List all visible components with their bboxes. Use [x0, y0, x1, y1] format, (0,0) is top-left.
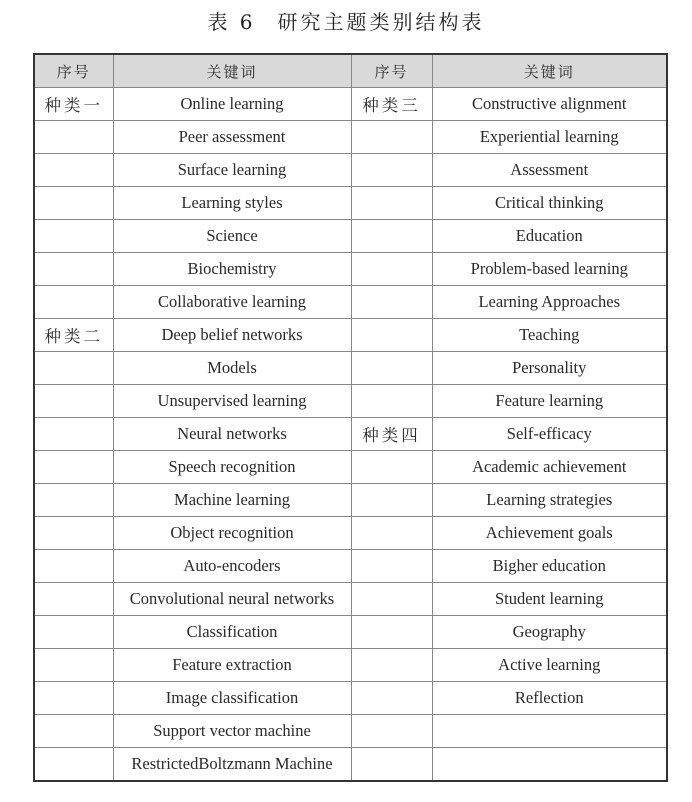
- category-cell: [351, 121, 432, 154]
- table-row: [34, 550, 667, 583]
- keyword-cell: Neural networks: [113, 418, 351, 451]
- keyword-cell: Student learning: [432, 583, 667, 616]
- table-row: [34, 484, 667, 517]
- category-cell: [351, 385, 432, 418]
- table-row: [34, 121, 667, 154]
- category-cell: [34, 352, 113, 385]
- category-cell: [34, 121, 113, 154]
- category-cell: [34, 649, 113, 682]
- keyword-cell: Geography: [432, 616, 667, 649]
- category-cell: [34, 451, 113, 484]
- keyword-cell: Support vector machine: [113, 715, 351, 748]
- table-row: [34, 385, 667, 418]
- category-cell: [351, 550, 432, 583]
- keyword-cell: Learning styles: [113, 187, 351, 220]
- table-row: [34, 352, 667, 385]
- keyword-category-table: [33, 53, 668, 782]
- category-cell: [34, 616, 113, 649]
- table-row: [34, 88, 667, 121]
- keyword-cell: Critical thinking: [432, 187, 667, 220]
- keyword-cell: RestrictedBoltzmann Machine: [113, 748, 351, 782]
- table-body: [34, 88, 667, 782]
- category-cell: [34, 253, 113, 286]
- header-keyword-1: 关键词: [113, 54, 351, 88]
- header-keyword-2: 关键词: [432, 54, 667, 88]
- table-row: [34, 748, 667, 782]
- category-cell: [34, 484, 113, 517]
- category-cell: [351, 220, 432, 253]
- keyword-cell: Image classification: [113, 682, 351, 715]
- category-cell: [34, 286, 113, 319]
- keyword-cell: Bigher education: [432, 550, 667, 583]
- keyword-cell: Problem-based learning: [432, 253, 667, 286]
- table-row: [34, 154, 667, 187]
- keyword-cell: Achievement goals: [432, 517, 667, 550]
- keyword-cell: Auto-encoders: [113, 550, 351, 583]
- category-cell: [34, 682, 113, 715]
- keyword-cell: Deep belief networks: [113, 319, 351, 352]
- keyword-cell: Collaborative learning: [113, 286, 351, 319]
- category-cell: [351, 451, 432, 484]
- table-row: [34, 418, 667, 451]
- keyword-cell: Active learning: [432, 649, 667, 682]
- keyword-cell: [432, 748, 667, 782]
- category-cell: [351, 715, 432, 748]
- keyword-cell: Speech recognition: [113, 451, 351, 484]
- header-seq-2: 序号: [351, 54, 432, 88]
- category-cell: [351, 517, 432, 550]
- category-cell: [351, 682, 432, 715]
- keyword-cell: Constructive alignment: [432, 88, 667, 121]
- table-row: [34, 616, 667, 649]
- category-cell: [34, 748, 113, 782]
- category-cell: [351, 649, 432, 682]
- table-row: [34, 253, 667, 286]
- keyword-cell: Assessment: [432, 154, 667, 187]
- keyword-cell: Peer assessment: [113, 121, 351, 154]
- keyword-cell: Unsupervised learning: [113, 385, 351, 418]
- category-cell: [34, 517, 113, 550]
- keyword-cell: Reflection: [432, 682, 667, 715]
- keyword-cell: Biochemistry: [113, 253, 351, 286]
- keyword-cell: Education: [432, 220, 667, 253]
- category-cell: [351, 352, 432, 385]
- keyword-cell: Feature learning: [432, 385, 667, 418]
- category-cell: [351, 154, 432, 187]
- keyword-cell: Learning Approaches: [432, 286, 667, 319]
- category-cell: 种类二: [34, 319, 113, 352]
- table-row: [34, 286, 667, 319]
- category-cell: [34, 715, 113, 748]
- keyword-cell: Online learning: [113, 88, 351, 121]
- keyword-cell: Classification: [113, 616, 351, 649]
- category-cell: [351, 748, 432, 782]
- table-row: [34, 649, 667, 682]
- category-cell: [351, 583, 432, 616]
- category-cell: [351, 187, 432, 220]
- keyword-cell: Self-efficacy: [432, 418, 667, 451]
- keyword-cell: Feature extraction: [113, 649, 351, 682]
- keyword-cell: Experiential learning: [432, 121, 667, 154]
- category-cell: [351, 319, 432, 352]
- keyword-cell: Convolutional neural networks: [113, 583, 351, 616]
- keyword-cell: Models: [113, 352, 351, 385]
- category-cell: [351, 616, 432, 649]
- keyword-cell: Science: [113, 220, 351, 253]
- category-cell: [34, 187, 113, 220]
- keyword-cell: Object recognition: [113, 517, 351, 550]
- keyword-cell: Teaching: [432, 319, 667, 352]
- keyword-cell: Academic achievement: [432, 451, 667, 484]
- category-cell: 种类一: [34, 88, 113, 121]
- table-row: [34, 715, 667, 748]
- category-cell: 种类三: [351, 88, 432, 121]
- table-row: [34, 187, 667, 220]
- keyword-cell: Machine learning: [113, 484, 351, 517]
- category-cell: [34, 418, 113, 451]
- category-cell: [351, 253, 432, 286]
- table-row: [34, 319, 667, 352]
- header-seq-1: 序号: [34, 54, 113, 88]
- category-cell: [34, 550, 113, 583]
- category-cell: [351, 286, 432, 319]
- table-row: [34, 517, 667, 550]
- table-title: [0, 8, 692, 36]
- table-caption: 研究主题类别结构表: [277, 10, 485, 34]
- keyword-cell: Learning strategies: [432, 484, 667, 517]
- category-cell: [34, 154, 113, 187]
- table-row: [34, 220, 667, 253]
- category-cell: [351, 484, 432, 517]
- header-row: [34, 54, 667, 88]
- category-cell: [34, 583, 113, 616]
- table-row: [34, 451, 667, 484]
- table-row: [34, 583, 667, 616]
- category-cell: [34, 385, 113, 418]
- category-cell: 种类四: [351, 418, 432, 451]
- category-cell: [34, 220, 113, 253]
- keyword-cell: Personality: [432, 352, 667, 385]
- keyword-cell: Surface learning: [113, 154, 351, 187]
- keyword-cell: [432, 715, 667, 748]
- table-number: 表 6: [207, 10, 256, 34]
- table-row: [34, 682, 667, 715]
